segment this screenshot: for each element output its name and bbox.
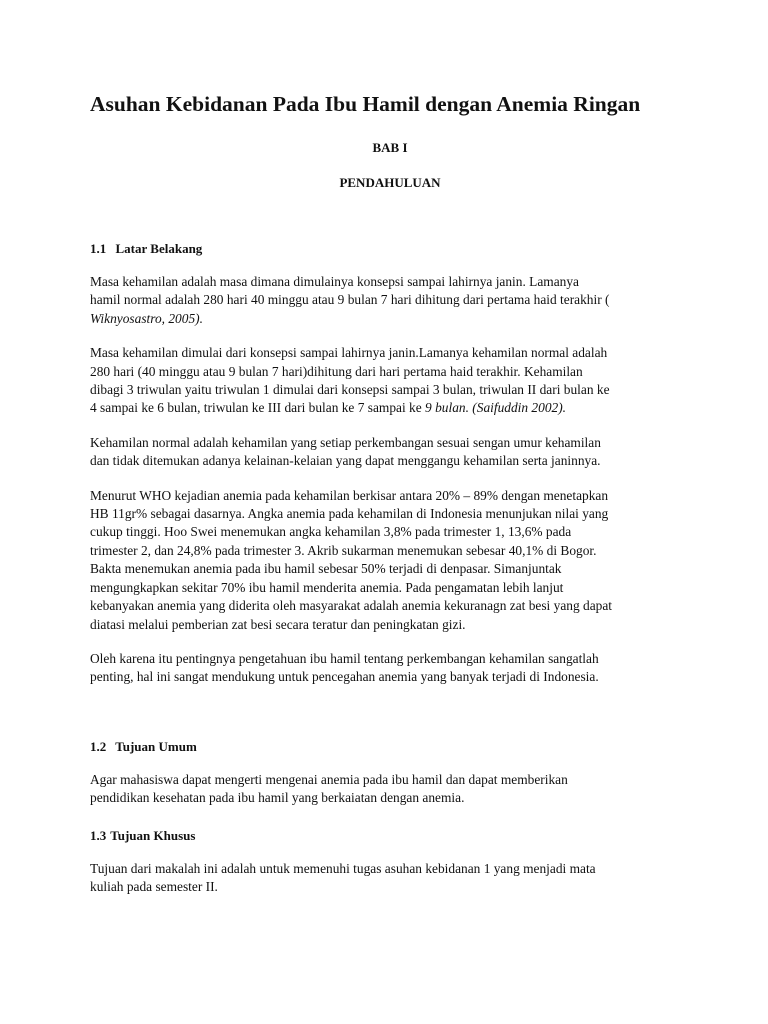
text-line: kebanyakan anemia yang diderita oleh masyarakat adalah anemia kekuranagn zat besi yang dapat xyxy=(90,598,612,614)
text-line: Masa kehamilan adalah masa dimana dimulainya konsepsi sampai lahirnya janin. Lamanya xyxy=(90,274,579,289)
text-line: hamil normal adalah 280 hari 40 minggu atau 9 bulan 7 hari dihitung dari pertama haid terakhir ( xyxy=(90,292,610,308)
text-line: trimester 2, dan 24,8% pada trimester 3. Akrib sukarman menemukan sebesar 40,1% di Bogor. xyxy=(90,542,597,558)
text-line: 280 hari (40 minggu atau 9 bulan 7 hari)dihitung dari hari pertama haid terakhir. Kehamilan xyxy=(90,363,583,379)
paragraph xyxy=(90,273,690,328)
text-line: Oleh karena itu pentingnya pengetahuan ibu hamil tentang perkembangan kehamilan sangatlah xyxy=(90,650,599,666)
text-line: Masa kehamilan dimulai dari konsepsi sampai lahirnya janin.Lamanya kehamilan normal adalah xyxy=(90,345,608,361)
section-title: Tujuan Umum xyxy=(115,738,197,754)
citation: 9 bulan. (Saifuddin 2002). xyxy=(425,400,567,416)
text-line: mengungkapkan sekitar 70% ibu hamil menderita anemia. Pada pengamatan lebih lanjut xyxy=(90,579,564,595)
paragraph xyxy=(90,344,690,418)
text-line: dan tidak ditemukan adanya kelainan-kelaian yang dapat menggangu kehamilan serta janinnya. xyxy=(90,453,601,469)
text-line: dibagi 3 triwulan yaitu triwulan 1 dimulai dari konsepsi sampai 3 bulan, triwulan II dari bulan ke xyxy=(90,382,610,398)
section-title: Tujuan Khusus xyxy=(110,827,196,843)
citation: Wiknyosastro, 2005). xyxy=(90,310,203,326)
text-line: diatasi melalui pemberian zat besi secara teratur dan peningkatan gizi. xyxy=(90,616,466,632)
text-line xyxy=(90,310,690,328)
paragraph xyxy=(90,771,690,808)
section-number: 1.1 xyxy=(90,241,107,256)
section-number: 1.2 xyxy=(90,738,107,754)
document-page xyxy=(90,88,690,896)
paragraph xyxy=(90,650,690,687)
text-line: pendidikan kesehatan pada ibu hamil yang berkaiatan dengan anemia. xyxy=(90,790,465,806)
text-line: Kehamilan normal adalah kehamilan yang setiap perkembangan sesuai sengan umur kehamilan xyxy=(90,434,601,450)
section-heading-latar-belakang xyxy=(90,240,690,258)
section-heading-tujuan-khusus xyxy=(90,827,690,845)
text-line: cukup tinggi. Hoo Swei menemukan angka kehamilan 3,8% pada trimester 1, 13,6% pada xyxy=(90,524,572,540)
section-heading-tujuan-umum xyxy=(90,738,690,756)
section-number: 1.3 xyxy=(90,827,107,843)
paragraph xyxy=(90,434,690,471)
text-line: HB 11gr% sebagai dasarnya. Angka anemia pada kehamilan di Indonesia menunjukan nilai yang xyxy=(90,506,609,522)
text-line: Menurut WHO kejadian anemia pada kehamilan berkisar antara 20% – 89% dengan menetapkan xyxy=(90,487,609,503)
text-segment: 4 sampai ke 6 bulan, triwulan ke III dari bulan ke 7 sampai ke xyxy=(90,400,426,416)
text-line: kuliah pada semester II. xyxy=(90,878,218,894)
paragraph xyxy=(90,860,690,897)
paragraph xyxy=(90,487,690,634)
text-line: penting, hal ini sangat mendukung untuk pencegahan anemia yang banyak terjadi di Indonesia. xyxy=(90,669,599,685)
text-line xyxy=(90,399,690,417)
chapter-label: BAB I xyxy=(372,140,408,155)
chapter-title: PENDAHULUAN xyxy=(339,175,441,190)
text-line: Bakta menemukan anemia pada ibu hamil sebesar 50% terjadi di denpasar. Simanjuntak xyxy=(90,561,562,577)
text-line: Tujuan dari makalah ini adalah untuk memenuhi tugas asuhan kebidanan 1 yang menjadi mata xyxy=(90,860,596,876)
document-title: Asuhan Kebidanan Pada Ibu Hamil dengan Anemia Ringan xyxy=(90,92,641,116)
section-title: Latar Belakang xyxy=(115,241,203,256)
text-line: Agar mahasiswa dapat mengerti mengenai anemia pada ibu hamil dan dapat memberikan xyxy=(90,771,568,787)
